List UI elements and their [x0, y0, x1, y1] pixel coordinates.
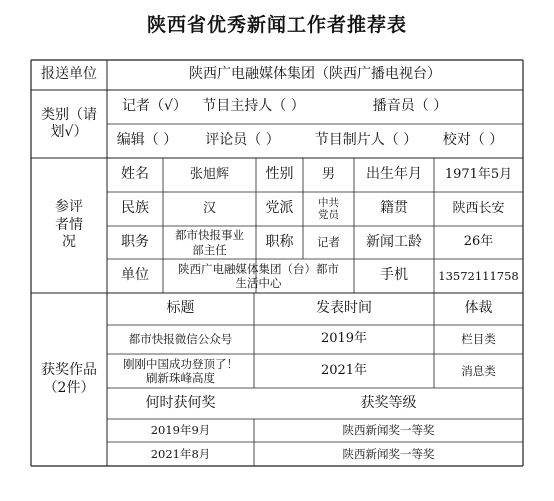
page-title: 陕西省优秀新闻工作者推荐表 — [146, 14, 407, 36]
award-1-when: 2019年9月 — [150, 423, 211, 438]
birth-value: 1971年5月 — [444, 166, 513, 182]
awards-section-label: 获奖作品（2件） — [41, 362, 97, 396]
birth-label: 出生年月 — [366, 166, 422, 183]
category-reporter: 记者（√） — [122, 98, 187, 115]
category-announcer: 播音员（ ） — [372, 98, 448, 115]
ethnicity-value: 汉 — [202, 200, 216, 216]
award-2-when: 2021年8月 — [150, 446, 211, 461]
works-header-title: 标题 — [166, 300, 195, 317]
work-2-title: 刚刚中国成功登顶了！刷新珠峰高度 — [123, 356, 238, 385]
award-1-level: 陕西新闻奖一等奖 — [342, 423, 435, 438]
work-2-genre: 消息类 — [461, 363, 496, 378]
works-header-genre: 体裁 — [464, 300, 493, 317]
name-label: 姓名 — [121, 166, 149, 183]
category-proofreader: 校对（ ） — [442, 132, 504, 149]
candidate-section-label: 参评者情况 — [55, 199, 83, 251]
awards-header-when: 何时获何奖 — [145, 394, 216, 411]
name-value: 张旭辉 — [189, 166, 229, 182]
category-host: 节目主持人（ ） — [202, 98, 305, 115]
gender-label: 性别 — [265, 166, 294, 183]
native-value: 陕西长安 — [452, 200, 505, 216]
work-1-genre: 栏目类 — [461, 332, 496, 347]
ethnicity-label: 民族 — [121, 200, 149, 217]
unit-value: 陕西广电融媒体集团（台）都市生活中心 — [178, 261, 339, 290]
work-2-date: 2021年 — [320, 362, 368, 378]
category-commentator: 评论员（ ） — [205, 132, 280, 149]
work-1-title: 都市快报微信公众号 — [128, 332, 233, 347]
position-label: 职务 — [121, 233, 149, 250]
award-2-level: 陕西新闻奖一等奖 — [342, 446, 435, 461]
category-label: 类别（请划√） — [41, 106, 97, 140]
news-years-label: 新闻工龄 — [366, 233, 422, 250]
title-value: 记者 — [317, 235, 340, 250]
category-producer: 节目制片人（ ） — [314, 132, 418, 149]
title-label: 职称 — [265, 233, 294, 250]
works-header-date: 发表时间 — [316, 300, 372, 317]
unit-label: 单位 — [121, 267, 149, 284]
category-editor: 编辑（ ） — [116, 132, 178, 149]
phone-value: 13572111758 — [438, 268, 519, 283]
work-1-date: 2019年 — [320, 331, 368, 347]
position-value: 都市快报事业部主任 — [175, 228, 244, 257]
report-unit-label: 报送单位 — [41, 66, 97, 83]
gender-value: 男 — [321, 166, 335, 182]
phone-label: 手机 — [380, 267, 408, 284]
awards-header-level: 获奖等级 — [360, 394, 417, 411]
report-unit-value: 陕西广电融媒体集团（陕西广播电视台） — [189, 66, 441, 83]
native-label: 籍贯 — [380, 200, 408, 217]
party-label: 党派 — [265, 200, 294, 217]
news-years-value: 26年 — [463, 234, 494, 250]
party-value: 中共党员 — [318, 196, 339, 221]
